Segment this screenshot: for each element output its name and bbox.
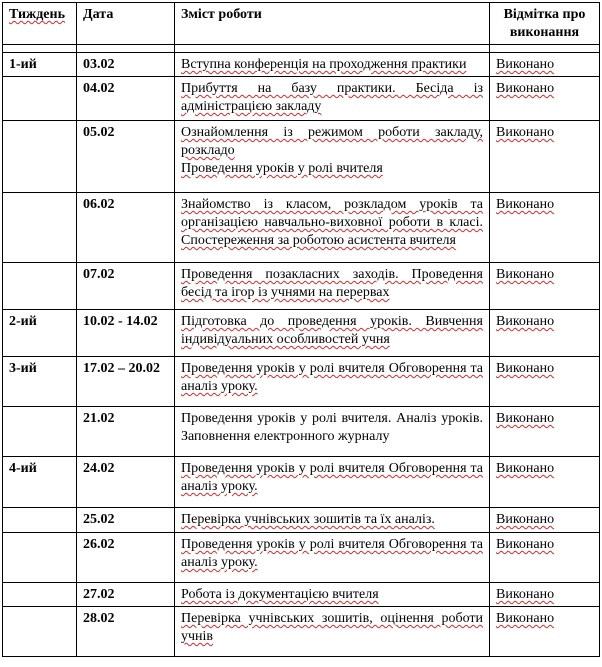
content-cell (175, 533, 490, 583)
status-cell: Виконано (490, 407, 600, 457)
date-cell (77, 45, 175, 53)
table-row (3, 357, 600, 407)
status-cell: Виконано (490, 121, 600, 193)
content-cell (175, 45, 490, 53)
header-week: Тиждень (3, 3, 77, 45)
date-cell: 10.02 - 14.02 (77, 310, 175, 357)
week-cell (3, 607, 77, 657)
header-status: Відмітка про виконання (490, 3, 600, 45)
table-header-row (3, 3, 600, 45)
content-cell (175, 357, 490, 407)
content-text: Вступна конференція на проходження практики (181, 57, 467, 72)
week-cell: 3-ий (3, 357, 77, 407)
table-row (3, 607, 600, 657)
content-text: Підготовка до проведення уроків. Вивчення індивідуальних особливостей учня (181, 314, 483, 347)
header-date: Дата (77, 3, 175, 45)
week-cell (3, 583, 77, 607)
content-text: Перевірка учнівських зошитів, оцінення роботи учнів (181, 611, 483, 644)
content-cell (175, 508, 490, 533)
content-text: Ознайомлення із режимом роботи закладу, розкладо (181, 125, 483, 158)
content-cell (175, 583, 490, 607)
content-text: Робота із документацією вчителя (181, 587, 379, 602)
status-cell: Виконано (490, 310, 600, 357)
table-row (3, 53, 600, 77)
status-cell: Виконано (490, 533, 600, 583)
content-text: Проведення уроків у ролі вчителя. Аналіз уроків. Заповнення електронного журналу (181, 411, 483, 444)
status-cell (490, 45, 600, 53)
table-row (3, 263, 600, 310)
status-cell: Виконано (490, 457, 600, 508)
date-cell: 26.02 (77, 533, 175, 583)
content-text: Проведення позакласних заходів. Проведення бесід та ігор із учнями на перервах (181, 267, 483, 300)
content-cell (175, 263, 490, 310)
content-cell (175, 193, 490, 263)
status-cell: Виконано (490, 508, 600, 533)
week-cell (3, 407, 77, 457)
table-row (3, 193, 600, 263)
content-cell (175, 53, 490, 77)
status-cell: Виконано (490, 53, 600, 77)
week-cell (3, 263, 77, 310)
table-row (3, 310, 600, 357)
status-cell: Виконано (490, 263, 600, 310)
content-text: Прибуття на базу практики. Бесіда із адміністрацією закладу (181, 81, 483, 114)
date-cell: 07.02 (77, 263, 175, 310)
week-cell: 2-ий (3, 310, 77, 357)
date-cell: 27.02 (77, 583, 175, 607)
table-row (3, 45, 600, 53)
table-row (3, 121, 600, 193)
content-cell (175, 310, 490, 357)
table-row (3, 533, 600, 583)
practice-schedule-table (2, 2, 600, 657)
week-cell: 1-ий (3, 53, 77, 77)
table-row (3, 457, 600, 508)
week-cell (3, 45, 77, 53)
week-cell (3, 533, 77, 583)
date-cell: 17.02 – 20.02 (77, 357, 175, 407)
week-cell (3, 121, 77, 193)
week-cell (3, 193, 77, 263)
date-cell: 24.02 (77, 457, 175, 508)
header-content: Зміст роботи (175, 3, 490, 45)
content-cell (175, 77, 490, 121)
date-cell: 06.02 (77, 193, 175, 263)
table-row (3, 407, 600, 457)
date-cell: 03.02 (77, 53, 175, 77)
date-cell: 05.02 (77, 121, 175, 193)
status-cell: Виконано (490, 607, 600, 657)
table-row (3, 583, 600, 607)
content-cell (175, 407, 490, 457)
date-cell: 21.02 (77, 407, 175, 457)
status-cell: Виконано (490, 583, 600, 607)
content-text: Проведення уроків у ролі вчителя (181, 161, 383, 176)
status-cell: Виконано (490, 357, 600, 407)
content-text: Проведення уроків у ролі вчителя Обговорення та аналіз уроку. (181, 537, 483, 570)
content-text: Перевірка учнівських зошитів та їх аналіз. (181, 512, 435, 527)
week-cell: 4-ий (3, 457, 77, 508)
date-cell: 28.02 (77, 607, 175, 657)
date-cell: 04.02 (77, 77, 175, 121)
status-cell: Виконано (490, 77, 600, 121)
content-text: Знайомство із класом, розкладом уроків та організацією навчально-виховної роботи в класі. Спостереження за роботою асистента вчителя (181, 197, 483, 248)
table-row (3, 508, 600, 533)
content-cell (175, 121, 490, 193)
week-cell (3, 508, 77, 533)
content-cell (175, 457, 490, 508)
week-cell (3, 77, 77, 121)
content-text: Проведення уроків у ролі вчителя Обговорення та аналіз уроку. (181, 361, 483, 394)
table-row (3, 77, 600, 121)
content-text: Проведення уроків у ролі вчителя Обговорення та аналіз уроку. (181, 461, 483, 494)
date-cell: 25.02 (77, 508, 175, 533)
content-cell (175, 607, 490, 657)
status-cell: Виконано (490, 193, 600, 263)
